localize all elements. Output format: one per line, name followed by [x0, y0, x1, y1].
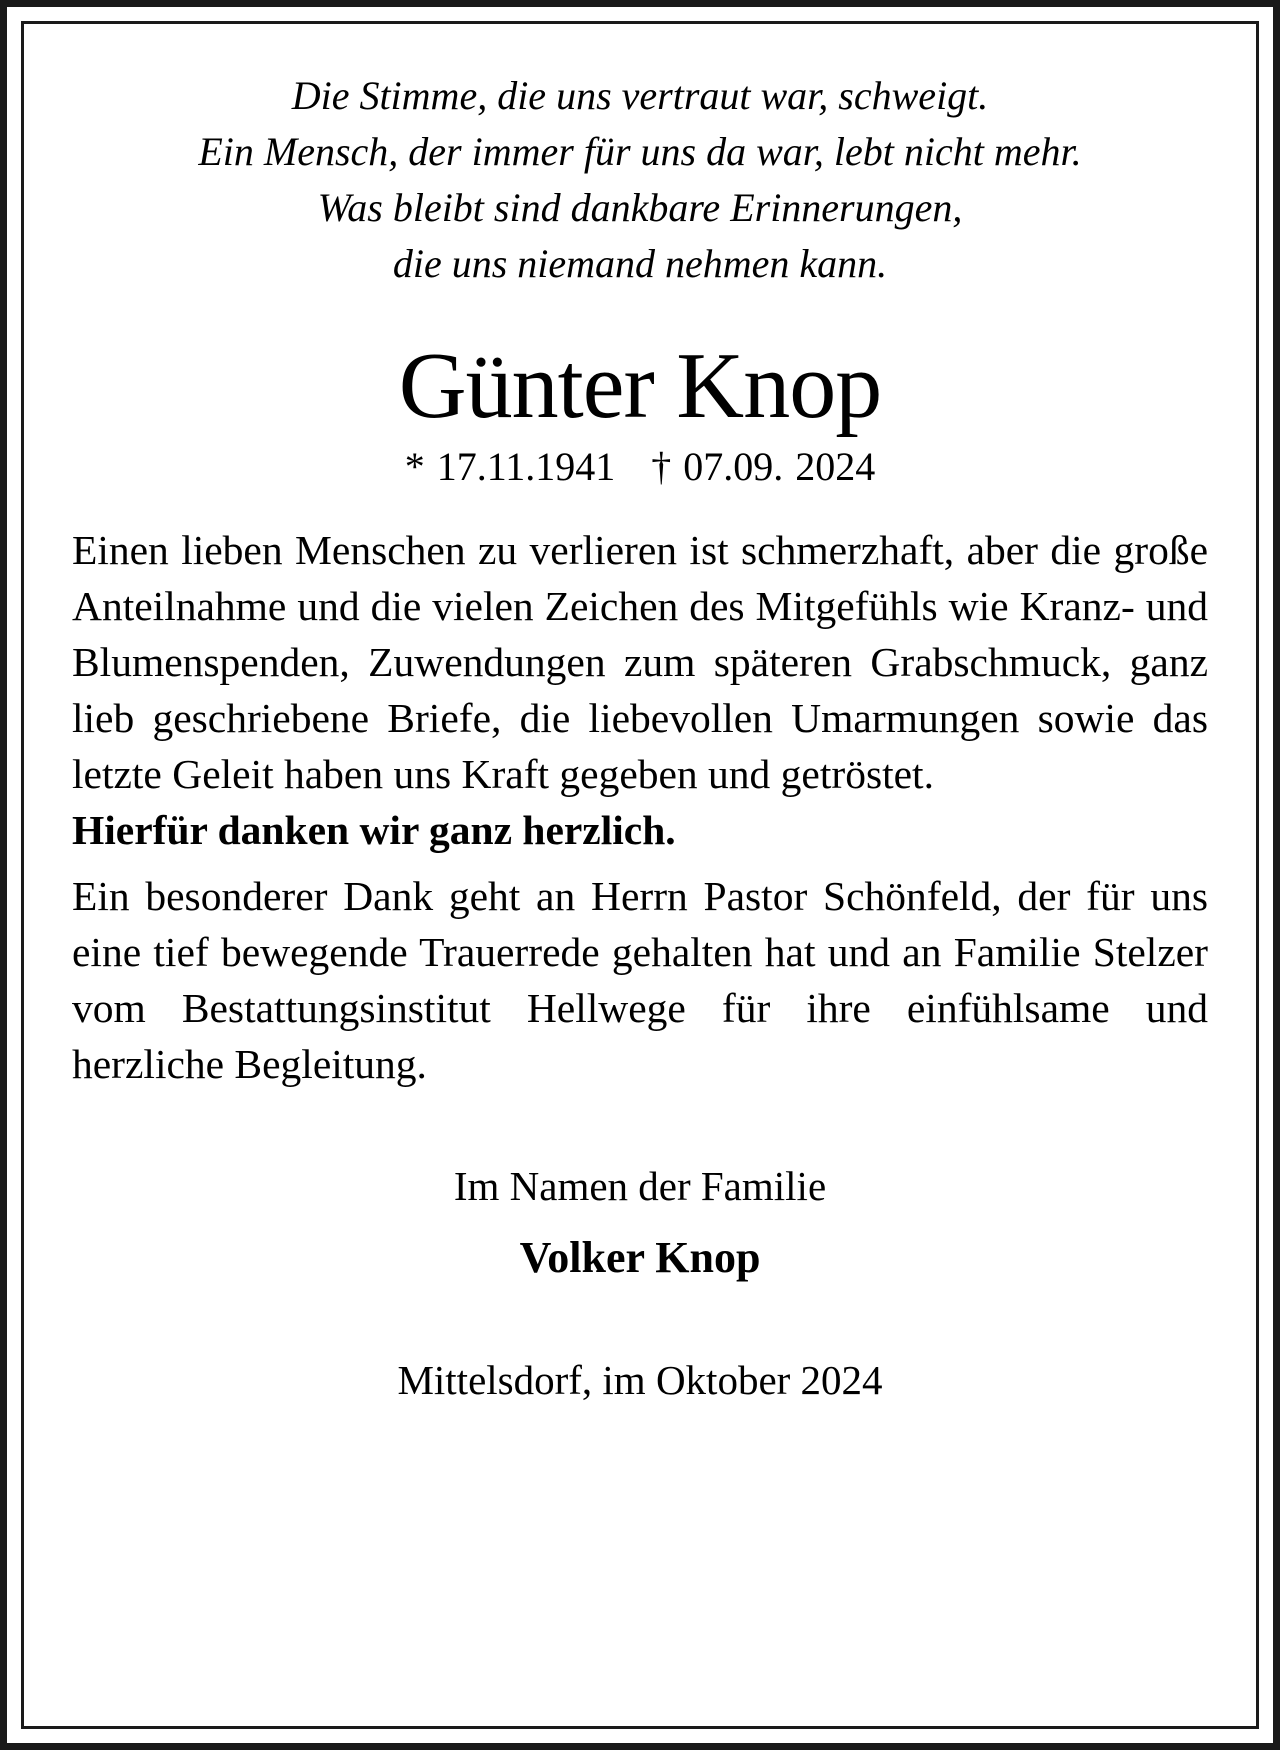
- place-date: Mittelsdorf, im Oktober 2024: [397, 1357, 883, 1403]
- poem-line-4: die uns niemand nehmen kann.: [392, 241, 888, 286]
- obituary-notice: [72, 68, 1208, 1408]
- poem-line-2: Ein Mensch, der immer für uns da war, lebt nicht mehr.: [198, 129, 1082, 174]
- signature-intro: Im Namen der Familie: [453, 1163, 827, 1209]
- life-dates: [72, 442, 1208, 492]
- death-date: † 07.09. 2024: [651, 444, 876, 489]
- poem-line-3: Was bleibt sind dankbare Erinnerungen,: [317, 185, 963, 230]
- thanks-statement: Hierfür danken wir ganz herzlich.: [72, 807, 676, 853]
- signature-name: Volker Knop: [519, 1233, 761, 1282]
- memorial-poem: [72, 68, 1208, 292]
- poem-line-1: Die Stimme, die uns vertraut war, schweigt.: [291, 73, 989, 118]
- deceased-name: Günter Knop: [398, 334, 882, 438]
- birth-date: * 17.11.1941: [404, 444, 616, 489]
- special-thanks-paragraph: Ein besonderer Dank geht an Herrn Pastor Schönfeld, der für uns eine tief bewegende Trauerrede gehalten hat und an Familie Stelzer vom Bestattungsinstitut Hellwege für ihre einfühlsame und herzliche Begleitung.: [72, 873, 1208, 1087]
- thanks-paragraph: Einen lieben Menschen zu verlieren ist schmerzhaft, aber die große Anteilnahme und die vielen Zeichen des Mitgefühls wie Kranz- und Blumenspenden, Zuwendungen zum späteren Grabschmuck, ganz lieb geschriebene Briefe, die liebevollen Umarmungen sowie das letzte Geleit haben uns Kraft gegeben und getröstet.: [72, 527, 1208, 797]
